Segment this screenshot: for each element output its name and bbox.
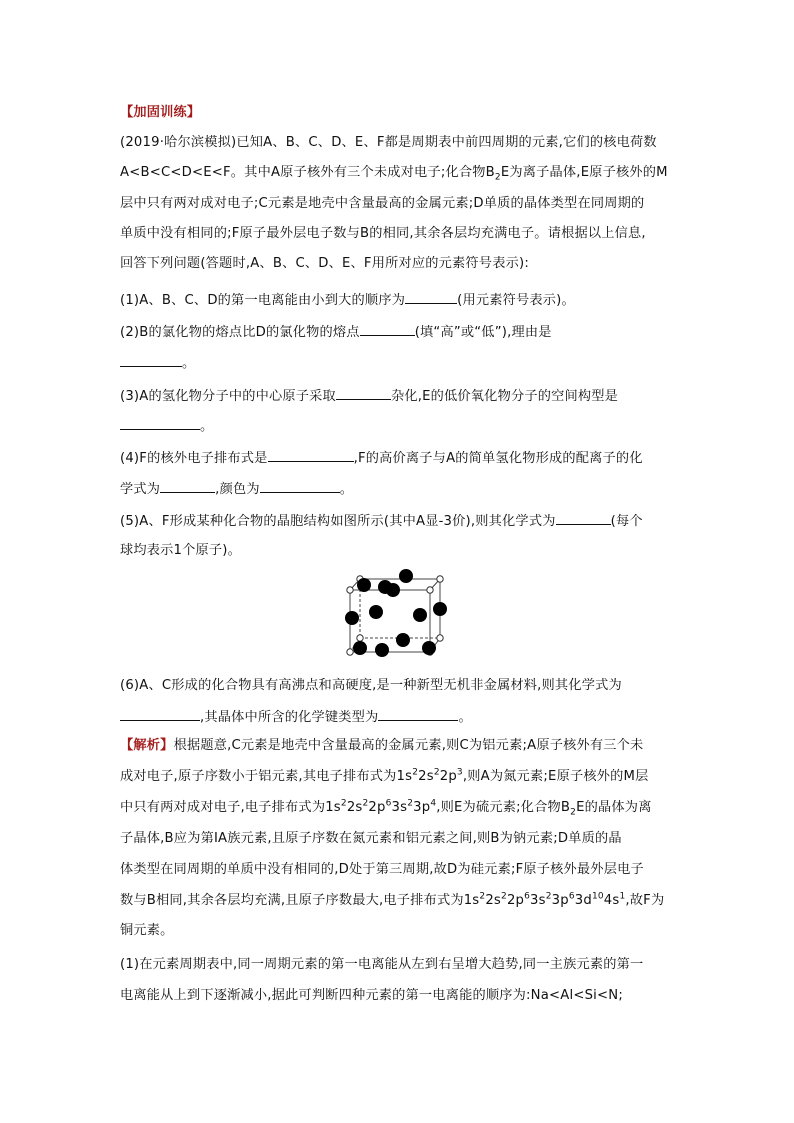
question-text: 。 — [200, 419, 214, 434]
intro-text: (2019·哈尔滨模拟)已知A、B、C、D、E、F都是周期表中前四周期的元素,它们的核电荷数 — [120, 135, 657, 150]
analysis-text: 2s — [346, 800, 363, 815]
question-1 — [120, 290, 680, 310]
edge-atom — [345, 611, 359, 625]
analysis-text: 子晶体,B应为第ⅠA族元素,且原子序数在氮元素和铝元素之间,则B为钠元素;D单质的晶 — [120, 831, 622, 846]
question-text: (2)B的氯化物的熔点比D的氯化物的熔点 — [120, 325, 360, 340]
answer-blank[interactable] — [160, 479, 215, 493]
analysis-part-1 — [120, 956, 680, 974]
intro-line-3 — [120, 195, 680, 213]
intro-text: 层中只有两对成对电子;C元素是地壳中含量最高的金属元素;D单质的晶体类型在同周期的 — [120, 196, 645, 211]
edge-atom — [353, 641, 367, 655]
analysis-text: 数与B相同,其余各层均充满,且原子序数最大,电子排布式为1s — [120, 893, 480, 908]
question-text: ,其晶体中所含的化学键类型为 — [200, 710, 379, 725]
analysis-text: 3p — [413, 800, 431, 815]
intro-line-1 — [120, 134, 680, 152]
corner-atom — [437, 635, 443, 641]
answer-blank[interactable] — [360, 322, 415, 336]
subscript: 2 — [570, 807, 577, 818]
analysis-line-7 — [120, 922, 680, 940]
question-text: (1)A、B、C、D的第一电离能由小到大的顺序为 — [120, 293, 406, 308]
superscript: 1 — [619, 891, 626, 902]
analysis-text: ,故F为 — [625, 893, 665, 908]
question-text: (每个 — [610, 514, 643, 529]
corner-atom — [347, 649, 353, 655]
superscript: 6 — [385, 798, 392, 809]
analysis-text: 2s — [485, 893, 501, 908]
edge-atom — [369, 605, 383, 619]
analysis-text: 根据题意,C元素是地壳中含量最高的金属元素,则C为铝元素;A原子核外有三个未 — [173, 738, 644, 753]
analysis-text: ,则A为氮元素;E原子核外的M层 — [462, 769, 649, 784]
answer-blank[interactable] — [268, 448, 354, 462]
analysis-line-6 — [120, 892, 680, 910]
intro-text: E为离子晶体,E原子核外的M — [500, 165, 668, 180]
subscript: 2 — [494, 172, 501, 183]
analysis-text: 铜元素。 — [120, 923, 174, 938]
edge-atom — [375, 643, 389, 657]
superscript: 2 — [340, 798, 347, 809]
question-3-cont — [120, 416, 680, 436]
edge-atom — [399, 569, 413, 583]
analysis-line-4 — [120, 830, 680, 848]
superscript: 2 — [501, 891, 507, 902]
answer-blank[interactable] — [120, 353, 182, 367]
analysis-line-1 — [120, 737, 680, 755]
edge-atom — [386, 583, 400, 597]
question-3 — [120, 386, 680, 406]
analysis-text: 成对电子,原子序数小于铝元素,其电子排布式为1s — [120, 769, 413, 784]
question-text: ,F的高价离子与A的简单氢化物形成的配离子的化 — [353, 451, 643, 466]
intro-line-2 — [120, 164, 680, 182]
question-text: (3)A的氢化物分子中的中心原子采取 — [120, 389, 336, 404]
section-label-text: 【加固训练】 — [120, 105, 201, 120]
analysis-text: 体类型在同周期的单质中没有相同的,D处于第三周期,故D为硅元素;F原子核外最外层电子 — [120, 862, 644, 877]
question-text: 。 — [339, 482, 354, 497]
analysis-text: 3s — [530, 893, 546, 908]
superscript: 2 — [407, 798, 414, 809]
analysis-text: 2p — [368, 800, 386, 815]
superscript: 6 — [568, 891, 575, 902]
superscript: 2 — [479, 891, 486, 902]
edge-atom — [433, 602, 447, 616]
question-text: (4)F的核外电子排布式是 — [120, 451, 268, 466]
analysis-label: 【解析】 — [120, 738, 174, 753]
question-text: 杂化,E的低价氧化物分子的空间构型是 — [390, 389, 619, 404]
intro-text: 回答下列问题(答题时,A、B、C、D、E、F用所对应的元素符号表示): — [120, 256, 529, 271]
question-text: 。 — [182, 356, 196, 371]
answer-blank[interactable] — [336, 386, 391, 400]
question-text: (填“高”或“低”),理由是 — [414, 325, 552, 340]
answer-blank[interactable] — [556, 511, 611, 525]
superscript: 2 — [412, 767, 419, 778]
superscript: 2 — [362, 798, 369, 809]
section-label — [120, 104, 680, 122]
analysis-text: 3d — [574, 893, 592, 908]
intro-text: A<B<C<D<E<F。其中A原子核外有三个未成对电子;化合物B — [120, 165, 495, 180]
analysis-text: 中只有两对成对电子,电子排布式为1s — [120, 800, 341, 815]
analysis-line-2 — [120, 768, 680, 786]
analysis-text: (1)在元素周期表中,同一周期元素的第一电离能从左到右呈增大趋势,同一主族元素的第一 — [120, 957, 644, 972]
analysis-text: 3s — [391, 800, 408, 815]
superscript: 4 — [430, 798, 437, 809]
superscript: 3 — [456, 767, 463, 778]
corner-atom — [357, 635, 363, 641]
analysis-part-1-cont — [120, 987, 680, 1005]
question-2-cont — [120, 353, 680, 373]
analysis-text: 4s — [603, 893, 620, 908]
analysis-line-5 — [120, 861, 680, 879]
question-text: 球均表示1个原子)。 — [120, 543, 242, 558]
answer-blank[interactable] — [405, 290, 457, 304]
question-4 — [120, 448, 680, 468]
superscript: 10 — [591, 891, 604, 902]
corner-atom — [347, 587, 353, 593]
analysis-text: 电离能从上到下逐渐减小,据此可判断四种元素的第一电离能的顺序为:Na<Al<Si<N; — [120, 988, 623, 1003]
superscript: 2 — [545, 891, 552, 902]
corner-atom — [437, 576, 443, 582]
intro-line-5 — [120, 255, 680, 273]
corner-atom — [427, 587, 433, 593]
question-text: 学式为 — [120, 482, 161, 497]
question-4-cont — [120, 479, 680, 499]
intro-line-4 — [120, 225, 680, 243]
question-6 — [120, 677, 680, 695]
edge-atom — [422, 641, 436, 655]
superscript: 2 — [433, 767, 440, 778]
question-6-cont — [120, 707, 680, 727]
edge-atom — [396, 633, 410, 647]
question-5-cont — [120, 542, 680, 560]
question-text: ,颜色为 — [215, 482, 260, 497]
analysis-text: E的晶体为离 — [576, 800, 652, 815]
analysis-text: ,则E为硫元素;化合物B — [436, 800, 571, 815]
analysis-line-3 — [120, 799, 680, 817]
analysis-text: 2p — [506, 893, 525, 908]
answer-blank[interactable] — [378, 707, 458, 721]
question-text: (5)A、F形成某种化合物的晶胞结构如图所示(其中A显-3价),则其化学式为 — [120, 514, 556, 529]
answer-blank[interactable] — [260, 479, 340, 493]
intro-text: 单质中没有相同的;F原子最外层电子数与B的相同,其余各层均充满电子。请根据以上信息, — [120, 226, 646, 241]
analysis-text: 3p — [551, 893, 569, 908]
edge-atom — [413, 608, 427, 622]
question-text: (用元素符号表示)。 — [457, 293, 575, 308]
unit-cell-figure — [340, 566, 452, 666]
analysis-text: 2p — [439, 769, 457, 784]
question-2 — [120, 322, 680, 342]
answer-blank[interactable] — [120, 416, 200, 430]
edge-atom — [357, 578, 371, 592]
answer-blank[interactable] — [120, 707, 200, 721]
analysis-text: 2s — [418, 769, 434, 784]
superscript: 6 — [524, 891, 531, 902]
question-text: 。 — [458, 710, 472, 725]
question-5 — [120, 511, 680, 531]
question-text: (6)A、C形成的化合物具有高沸点和高硬度,是一种新型无机非金属材料,则其化学式为 — [120, 678, 622, 693]
